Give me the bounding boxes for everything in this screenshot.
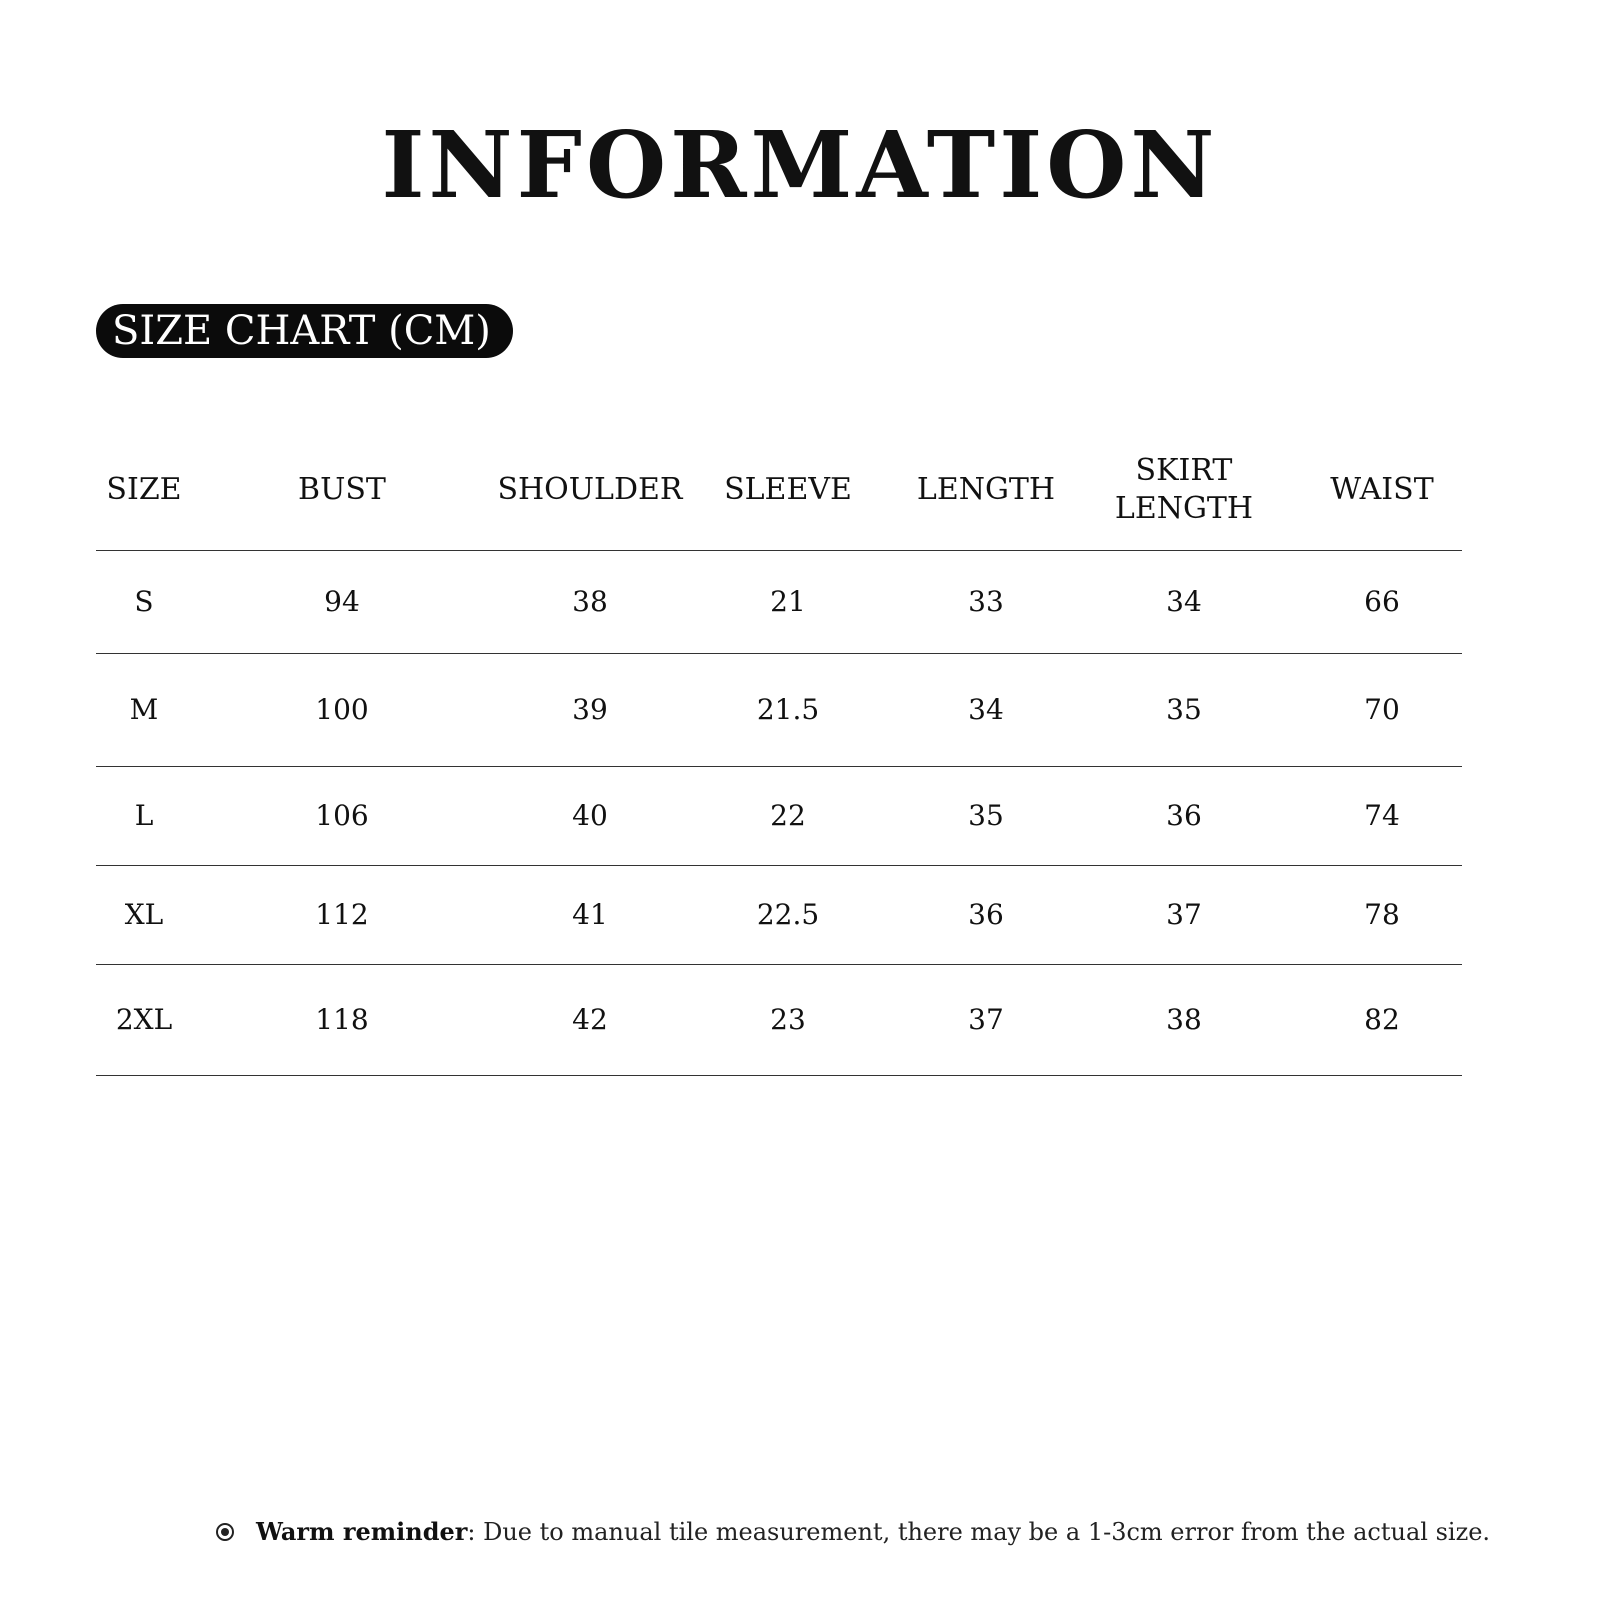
cell-sleeve: 22 (770, 799, 806, 832)
table-row (96, 866, 1462, 965)
header-sleeve (688, 471, 888, 509)
page-title: INFORMATION (381, 111, 1219, 219)
cell-length: 35 (968, 799, 1004, 832)
cell-shoulder: 40 (572, 799, 608, 832)
cell-size: M (129, 693, 159, 726)
header-sleeve-label: SLEEVE (724, 472, 852, 507)
warm-reminder-text: : Due to manual tile measurement, there may be a 1-3cm error from the actual size. (467, 1518, 1491, 1546)
cell-skirt-length: 34 (1166, 585, 1202, 618)
header-shoulder-label: SHOULDER (497, 472, 683, 507)
cell-skirt-length: 38 (1166, 1003, 1202, 1036)
header-waist-label: WAIST (1330, 472, 1434, 507)
header-length-label: LENGTH (916, 472, 1056, 507)
warm-reminder-label: Warm reminder (256, 1517, 468, 1546)
cell-waist: 70 (1364, 693, 1400, 726)
header-bust (192, 471, 492, 509)
header-skirt-length-line-2: LENGTH (1114, 491, 1254, 526)
cell-length: 36 (968, 898, 1004, 931)
table-header (96, 430, 1462, 551)
warm-reminder-note (216, 1516, 1490, 1548)
cell-length: 37 (968, 1003, 1004, 1036)
table-row (96, 654, 1462, 767)
cell-sleeve: 23 (770, 1003, 806, 1036)
cell-bust: 112 (315, 898, 369, 931)
header-shoulder (492, 471, 688, 509)
cell-bust: 94 (324, 585, 360, 618)
cell-waist: 78 (1364, 898, 1400, 931)
cell-waist: 66 (1364, 585, 1400, 618)
table-row (96, 767, 1462, 866)
size-chart-table (96, 430, 1462, 1076)
cell-sleeve: 21.5 (756, 693, 820, 726)
cell-shoulder: 38 (572, 585, 608, 618)
cell-size: S (134, 585, 154, 618)
cell-length: 33 (968, 585, 1004, 618)
cell-bust: 100 (315, 693, 369, 726)
size-chart-badge: SIZE CHART (CM) (96, 304, 513, 358)
radio-bullet-icon (216, 1523, 234, 1541)
header-skirt-length-line-1: SKIRT (1135, 453, 1233, 488)
header-length (888, 471, 1084, 509)
header-size (96, 471, 192, 509)
cell-skirt-length: 36 (1166, 799, 1202, 832)
cell-skirt-length: 37 (1166, 898, 1202, 931)
cell-shoulder: 42 (572, 1003, 608, 1036)
cell-shoulder: 39 (572, 693, 608, 726)
cell-size: XL (124, 898, 164, 931)
cell-length: 34 (968, 693, 1004, 726)
cell-waist: 82 (1364, 1003, 1400, 1036)
cell-shoulder: 41 (572, 898, 608, 931)
cell-bust: 118 (315, 1003, 369, 1036)
header-skirt-length (1084, 452, 1284, 528)
table-row (96, 551, 1462, 654)
cell-size: L (134, 799, 154, 832)
cell-sleeve: 21 (770, 585, 806, 618)
cell-waist: 74 (1364, 799, 1400, 832)
cell-skirt-length: 35 (1166, 693, 1202, 726)
header-bust-label: BUST (298, 472, 386, 507)
header-waist (1284, 471, 1480, 509)
cell-sleeve: 22.5 (756, 898, 820, 931)
table-row (96, 965, 1462, 1076)
cell-size: 2XL (115, 1003, 173, 1036)
header-size-label: SIZE (106, 472, 182, 507)
cell-bust: 106 (315, 799, 369, 832)
